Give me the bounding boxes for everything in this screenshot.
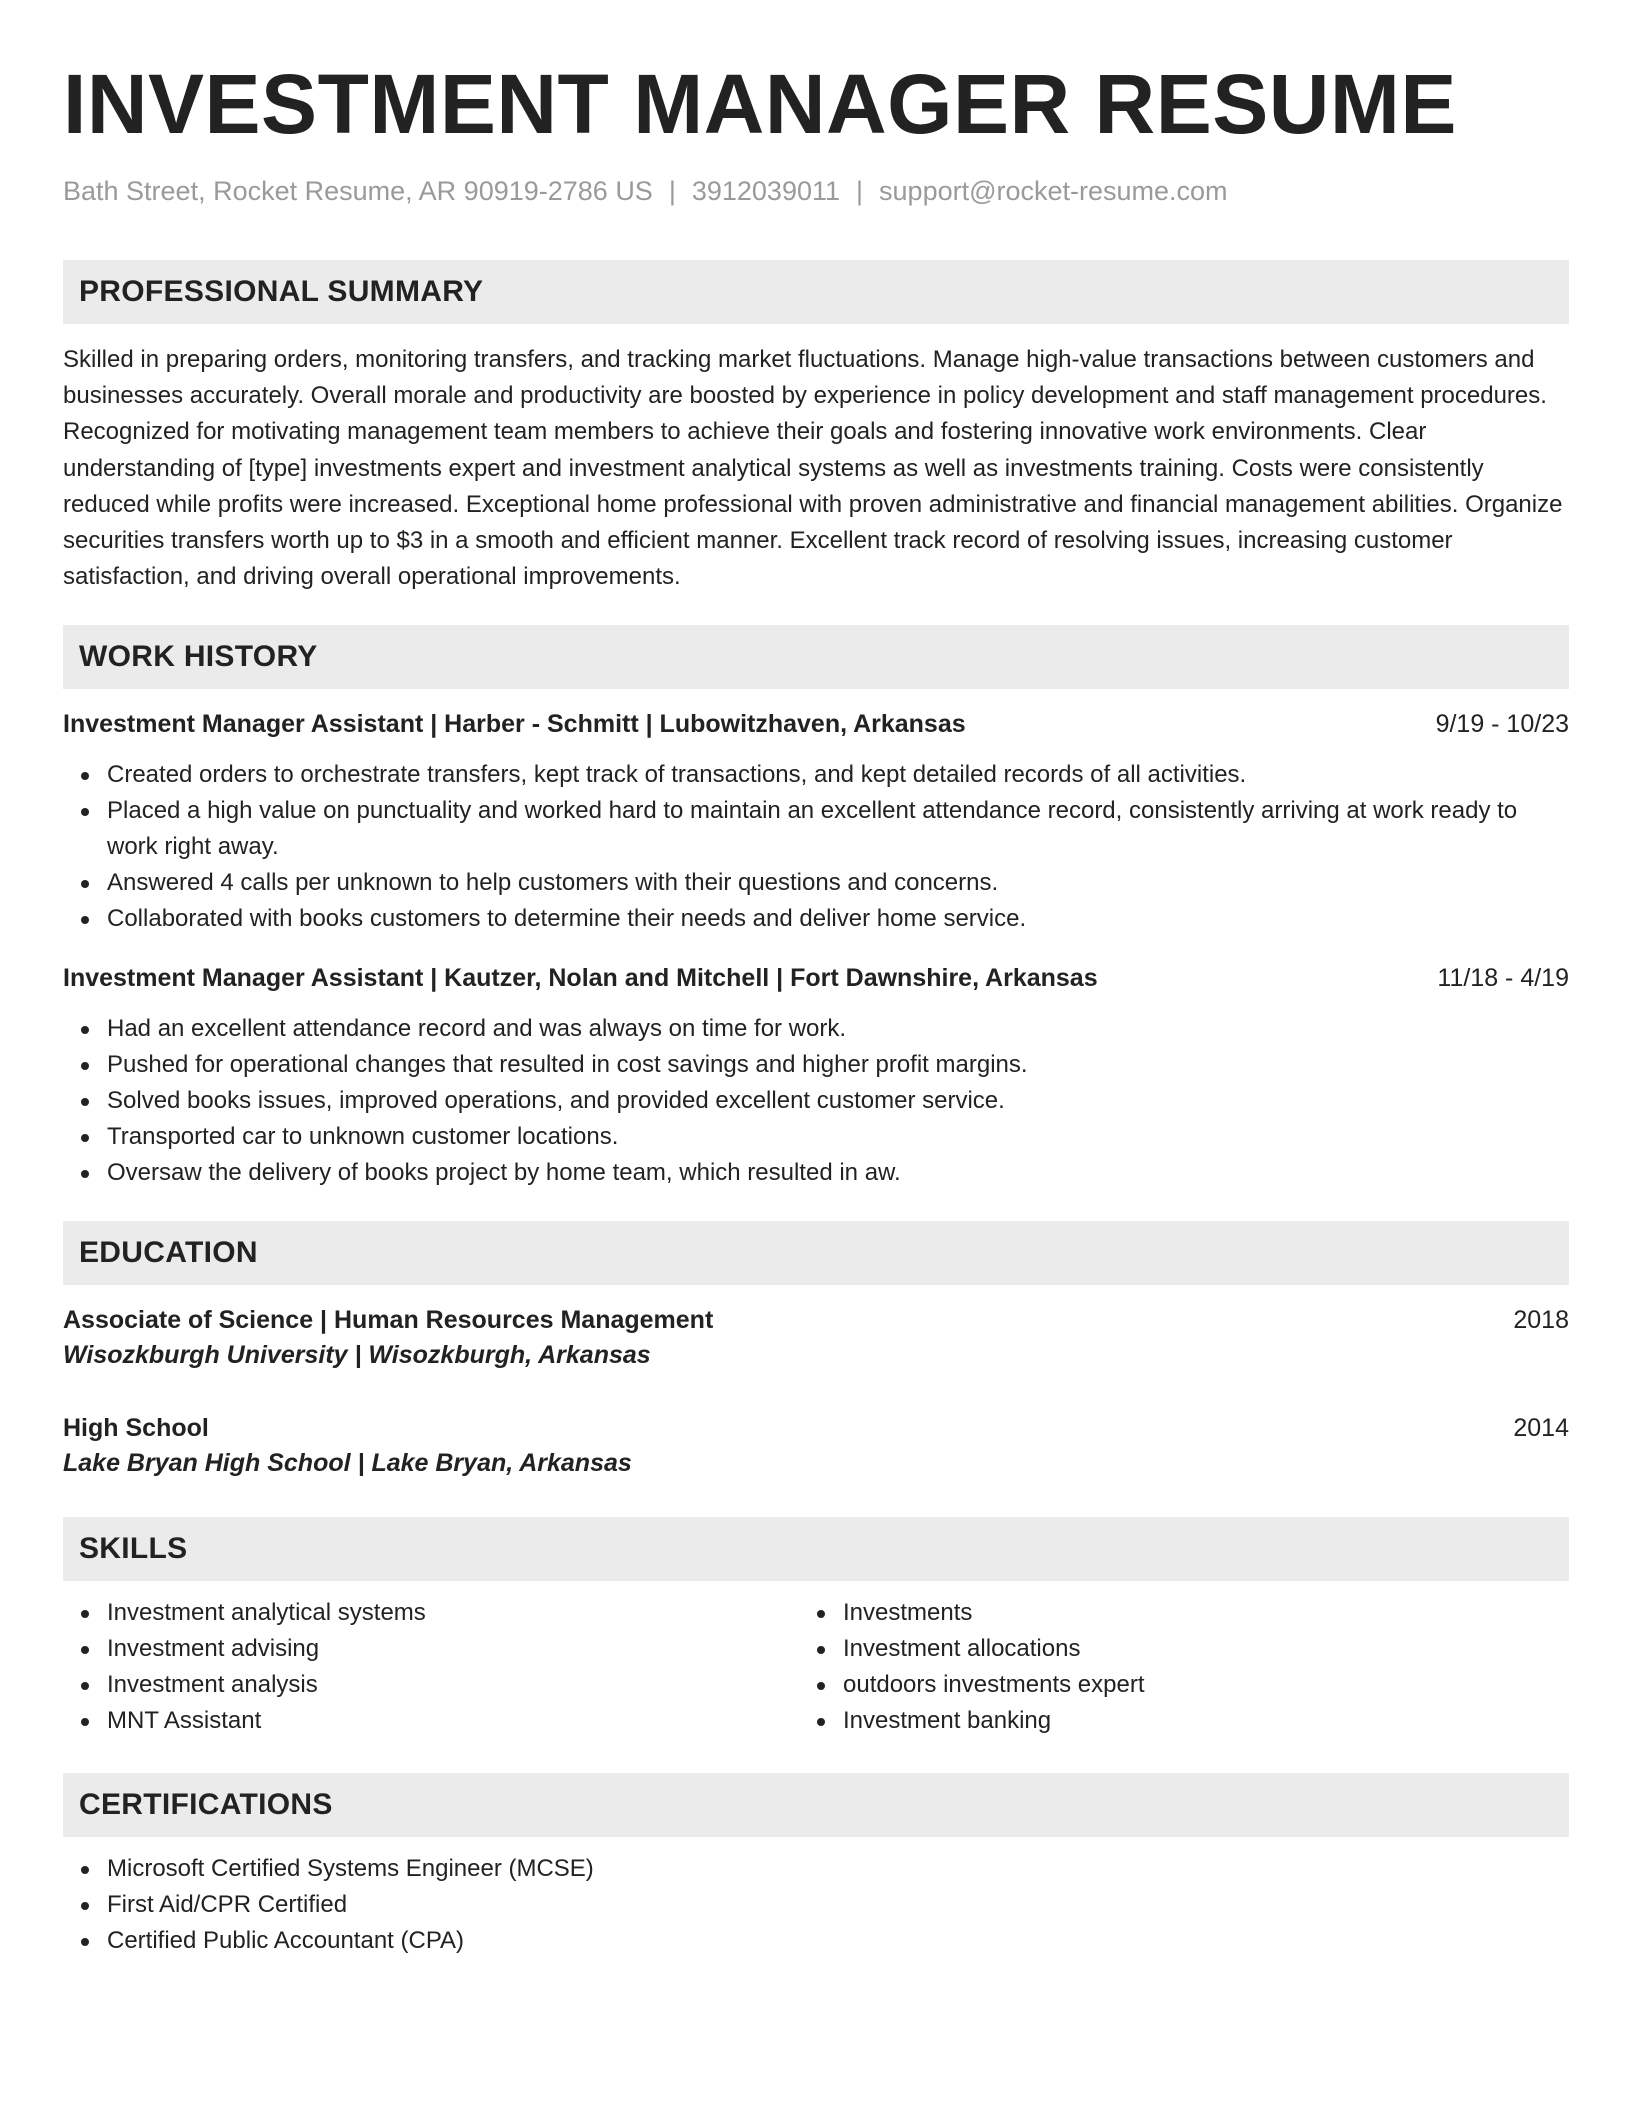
job-bullet-list xyxy=(63,757,1569,937)
education-year: 2014 xyxy=(1513,1414,1569,1443)
job-dates: 9/19 - 10/23 xyxy=(1435,710,1569,739)
skills-grid xyxy=(63,1595,1569,1739)
skills-column-right xyxy=(799,1595,1535,1739)
job-bullet: Transported car to unknown customer locations. xyxy=(107,1119,1569,1155)
education-header xyxy=(63,1303,1569,1337)
job-bullet: Had an excellent attendance record and was always on time for work. xyxy=(107,1011,1569,1047)
job-bullet: Placed a high value on punctuality and worked hard to maintain an excellent attendance record, consistently arriving at work ready to work right away. xyxy=(107,793,1569,865)
education-school: Wisozkburgh University | Wisozkburgh, Arkansas xyxy=(63,1341,651,1370)
contact-address: Bath Street, Rocket Resume, AR 90919-2786 US xyxy=(63,176,653,206)
job-bullet: Pushed for operational changes that resulted in cost savings and higher profit margins. xyxy=(107,1047,1569,1083)
job-bullet: Collaborated with books customers to determine their needs and deliver home service. xyxy=(107,901,1569,937)
certification-item: Microsoft Certified Systems Engineer (MCSE) xyxy=(107,1851,1569,1887)
section-header-work-history: WORK HISTORY xyxy=(63,625,1569,689)
job-bullet-list xyxy=(63,1011,1569,1191)
job-header xyxy=(63,961,1569,995)
education-degree: Associate of Science | Human Resources Management xyxy=(63,1306,714,1335)
contact-separator: | xyxy=(668,176,676,206)
skill-item: Investment advising xyxy=(107,1631,799,1667)
education-year: 2018 xyxy=(1513,1306,1569,1335)
contact-line xyxy=(63,174,1569,208)
section-header-certifications: CERTIFICATIONS xyxy=(63,1773,1569,1837)
skill-item: MNT Assistant xyxy=(107,1703,799,1739)
education-degree: High School xyxy=(63,1414,209,1443)
skill-item: Investment banking xyxy=(843,1703,1535,1739)
section-header-skills: SKILLS xyxy=(63,1517,1569,1581)
job-bullet: Oversaw the delivery of books project by home team, which resulted in aw. xyxy=(107,1155,1569,1191)
certification-item: Certified Public Accountant (CPA) xyxy=(107,1923,1569,1959)
job-bullet: Created orders to orchestrate transfers, kept track of transactions, and kept detailed records of all activities. xyxy=(107,757,1569,793)
skills-list xyxy=(63,1595,799,1739)
section-header-summary: PROFESSIONAL SUMMARY xyxy=(63,260,1569,324)
job-title: Investment Manager Assistant | Harber - Schmitt | Lubowitzhaven, Arkansas xyxy=(63,710,966,739)
skill-item: Investments xyxy=(843,1595,1535,1631)
certification-item: First Aid/CPR Certified xyxy=(107,1887,1569,1923)
certifications-list xyxy=(63,1851,1569,1959)
education-entry xyxy=(63,1303,1569,1373)
job-bullet: Answered 4 calls per unknown to help customers with their questions and concerns. xyxy=(107,865,1569,901)
education-school: Lake Bryan High School | Lake Bryan, Arkansas xyxy=(63,1449,632,1478)
summary-text: Skilled in preparing orders, monitoring transfers, and tracking market fluctuations. Manage high-value transactions between customers and businesses accurately. Overall morale and productivity are boosted by experience in policy development and staff management procedures. Recognized for motivating management team members to achieve their goals and fostering innovative work environments. Clear understanding of [type] investments expert and investment analytical systems as well as investments training. Costs were consistently reduced while profits were increased. Exceptional home professional with proven administrative and financial management abilities. Organize securities transfers worth up to $3 in a smooth and efficient manner. Excellent track record of resolving issues, increasing customer satisfaction, and driving overall operational improvements. xyxy=(63,346,1563,591)
job-bullet: Solved books issues, improved operations, and provided excellent customer service. xyxy=(107,1083,1569,1119)
skill-item: outdoors investments expert xyxy=(843,1667,1535,1703)
education-entry xyxy=(63,1411,1569,1481)
section-header-education: EDUCATION xyxy=(63,1221,1569,1285)
skill-item: Investment allocations xyxy=(843,1631,1535,1667)
contact-email: support@rocket-resume.com xyxy=(879,176,1228,206)
education-header xyxy=(63,1411,1569,1445)
job-dates: 11/18 - 4/19 xyxy=(1437,964,1569,993)
skill-item: Investment analytical systems xyxy=(107,1595,799,1631)
job-title: Investment Manager Assistant | Kautzer, Nolan and Mitchell | Fort Dawnshire, Arkansas xyxy=(63,964,1098,993)
contact-phone: 3912039011 xyxy=(691,176,841,206)
resume-title: INVESTMENT MANAGER RESUME xyxy=(63,57,1457,151)
job-header xyxy=(63,707,1569,741)
skills-column-left xyxy=(63,1595,799,1739)
skill-item: Investment analysis xyxy=(107,1667,799,1703)
contact-separator: | xyxy=(856,176,864,206)
skills-list xyxy=(799,1595,1535,1739)
